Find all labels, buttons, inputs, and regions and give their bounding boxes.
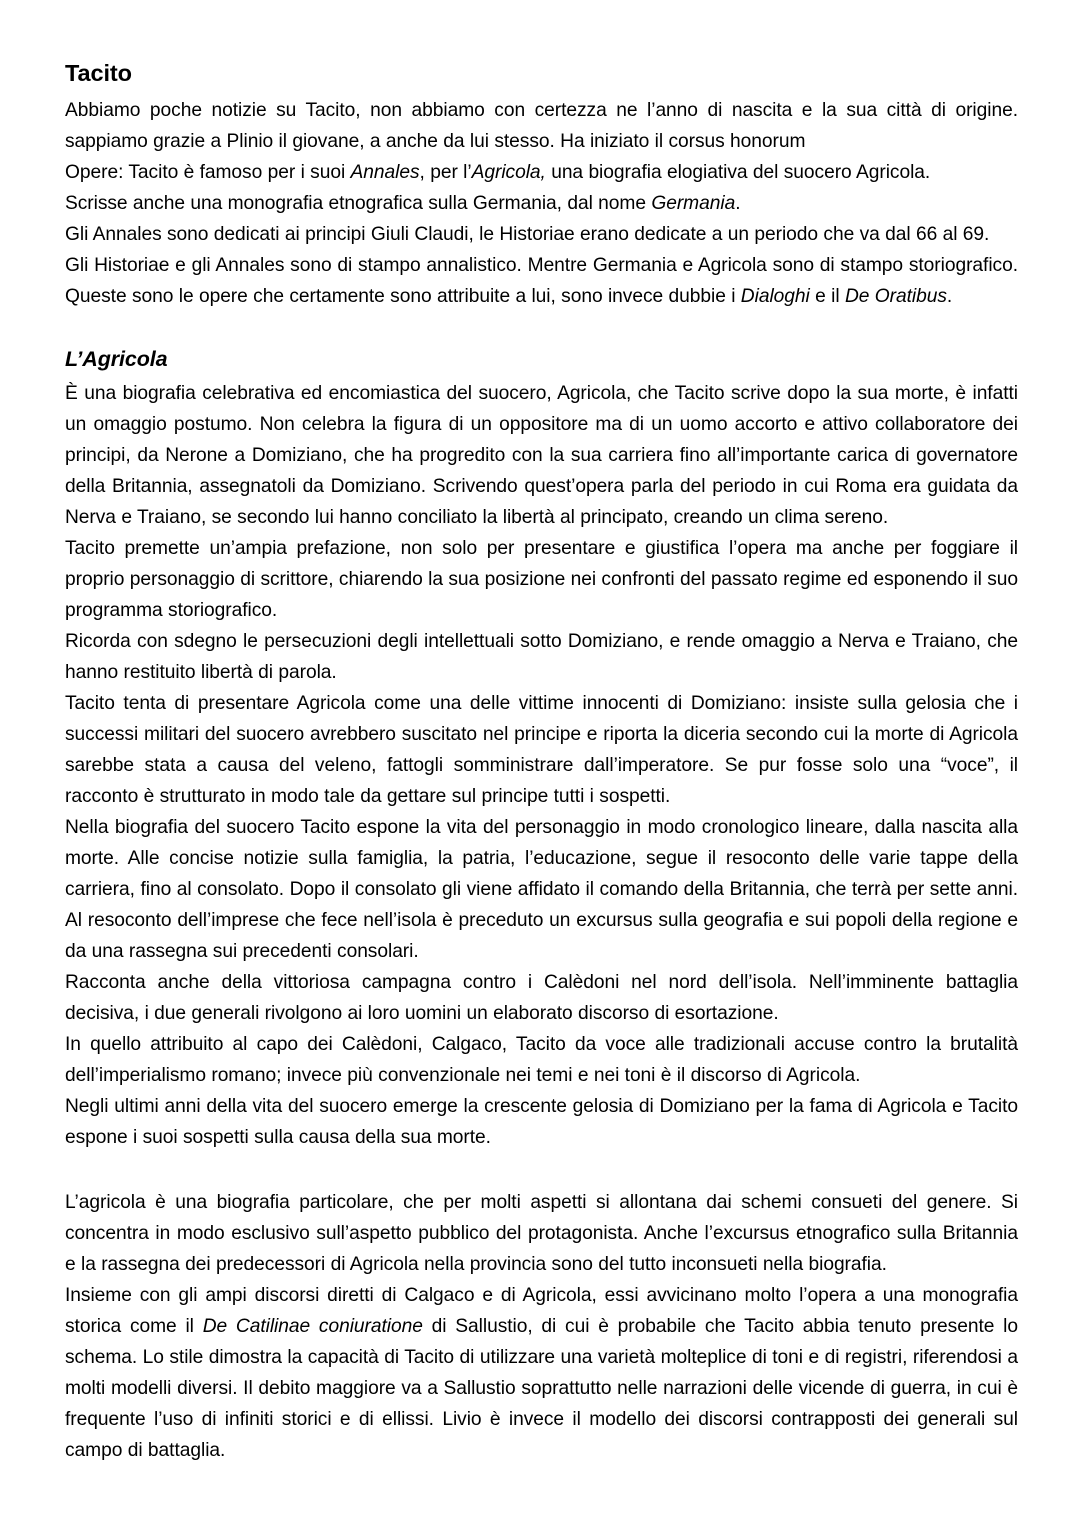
paragraph-stampo: [65, 250, 1018, 312]
work-title-dialoghi: Dialoghi: [740, 286, 810, 307]
run-text: .: [946, 286, 953, 307]
work-title-de-catilinae: De Catilinae coniuratione: [202, 1316, 423, 1337]
run-text: una biografia elogiativa del suocero Agricola.: [545, 162, 931, 183]
paragraph-agricola-1: È una biografia celebrativa ed encomiastica del suocero, Agricola, che Tacito scrive dopo la sua morte, è infatti un omaggio postumo. Non celebra la figura di un oppositore ma di un uomo accorto e attivo collaboratore dei principi, da Nerone a Domiziano, che ha progredito con la sua carriera fino all’importante carica di governatore della Britannia, assegnatoli da Domiziano. Scrivendo quest’opera parla del periodo in cui Roma era guidata da Nerva e Traiano, se secondo lui hanno conciliato la libertà al principato, creando un clima sereno.: [65, 383, 1018, 528]
run-text: di Sallustio, di cui è probabile che Tacito abbia tenuto presente lo schema. Lo stile dimostra la capacità di Tacito di utilizzare una varietà molteplice di toni e di registri, riferendosi a molti modelli diversi. Il debito maggiore va a Sallustio soprattutto nelle narrazioni delle vicende di guerra, in cui è frequente l’uso di infiniti storici e di ellissi. Livio è invece il modello dei discorsi contrapposti dei generali sul campo di battaglia.: [65, 1316, 1018, 1461]
paragraph-germania: [65, 188, 1018, 219]
paragraph-agricola-10: [65, 1280, 1018, 1466]
paragraph-agricola-8: Negli ultimi anni della vita del suocero emerge la crescente gelosia di Domiziano per la fama di Agricola e Tacito espone i suoi sospetti sulla causa della sua morte.: [65, 1096, 1018, 1148]
run-text: .: [735, 193, 741, 214]
run-text: Scrisse anche una monografia etnografica sulla Germania, dal nome: [65, 193, 652, 214]
paragraph-intro: Abbiamo poche notizie su Tacito, non abbiamo con certezza ne l’anno di nascita e la sua città di origine. sappiamo grazie a Plinio il giovane, a anche da lui stesso. Ha iniziato il corsus honorum: [65, 100, 1018, 152]
section-spacer: [65, 312, 1018, 344]
section-heading-agricola: L’Agricola: [65, 347, 168, 371]
page-title: Tacito: [65, 60, 132, 86]
run-text: Gli Historiae e gli Annales sono di stampo annalistico. Mentre Germania e Agricola sono di stampo storiografico. Queste sono le opere che certamente sono attribuite a lui, sono invece dubbie i: [65, 255, 1018, 307]
paragraph-spacer: [65, 1153, 1018, 1187]
work-title-annales: Annales: [350, 162, 420, 183]
work-title-germania: Germania: [651, 193, 736, 214]
paragraph-agricola-9: L’agricola è una biografia particolare, che per molti aspetti si allontana dai schemi consueti del genere. Si concentra in modo esclusivo sull’aspetto pubblico del protagonista. Anche l’excursus etnografico sulla Britannia e la rassegna dei predecessori di Agricola nella provincia sono del tutto inconsueti nella biografia.: [65, 1192, 1018, 1275]
paragraph-agricola-2: Tacito premette un’ampia prefazione, non solo per presentare e giustifica l’opera ma anche per foggiare il proprio personaggio di scrittore, chiarendo la sua posizione nei confronti del passato regime ed esponendo il suo programma storiografico.: [65, 538, 1018, 621]
paragraph-agricola-6: Racconta anche della vittoriosa campagna contro i Calèdoni nel nord dell’isola. Nell’imminente battaglia decisiva, i due generali rivolgono ai loro uomini un elaborato discorso di esortazione.: [65, 972, 1018, 1024]
paragraph-agricola-7: In quello attribuito al capo dei Calèdoni, Calgaco, Tacito da voce alle tradizionali accuse contro la brutalità dell’imperialismo romano; invece più convenzionale nei temi e nei toni è il discorso di Agricola.: [65, 1034, 1018, 1086]
run-text: Opere: Tacito è famoso per i suoi: [65, 162, 351, 183]
paragraph-opere: [65, 157, 1018, 188]
paragraph-agricola-5: Nella biografia del suocero Tacito espone la vita del personaggio in modo cronologico lineare, dalla nascita alla morte. Alle concise notizie sulla famiglia, la patria, l’educazione, segue il resoconto delle varie tappe della carriera, fino al consolato. Dopo il consolato gli viene affidato il comando della Britannia, che terrà per sette anni. Al resoconto dell’imprese che fece nell’isola è preceduto un excursus sulla geografia e sui popoli della regione e da una rassegna sui precedenti consolari.: [65, 817, 1018, 962]
paragraph-agricola-4: Tacito tenta di presentare Agricola come una delle vittime innocenti di Domiziano: insiste sulla gelosia che i successi militari del suocero avrebbero suscitato nel principe e riporta la diceria secondo cui la morte di Agricola sarebbe stata a causa del veleno, fattogli somministrare dall’imperatore. Se pur fosse solo una “voce”, il racconto è strutturato in modo tale da gettare sul principe tutti i sospetti.: [65, 693, 1018, 807]
run-text: Insieme con gli ampi discorsi diretti di Calgaco e di Agricola, essi avvicinano molto l’opera a una monografia storica come il: [65, 1285, 1018, 1337]
work-title-de-oratibus: De Oratibus: [844, 286, 947, 307]
run-text: e il: [809, 286, 845, 307]
paragraph-annales-historiae: Gli Annales sono dedicati ai principi Giuli Claudi, le Historiae erano dedicate a un periodo che va dal 66 al 69.: [65, 224, 990, 245]
run-text: , per l’: [419, 162, 472, 183]
work-title-agricola: Agricola,: [471, 162, 546, 183]
paragraph-agricola-3: Ricorda con sdegno le persecuzioni degli intellettuali sotto Domiziano, e rende omaggio a Nerva e Traiano, che hanno restituito libertà di parola.: [65, 631, 1018, 683]
